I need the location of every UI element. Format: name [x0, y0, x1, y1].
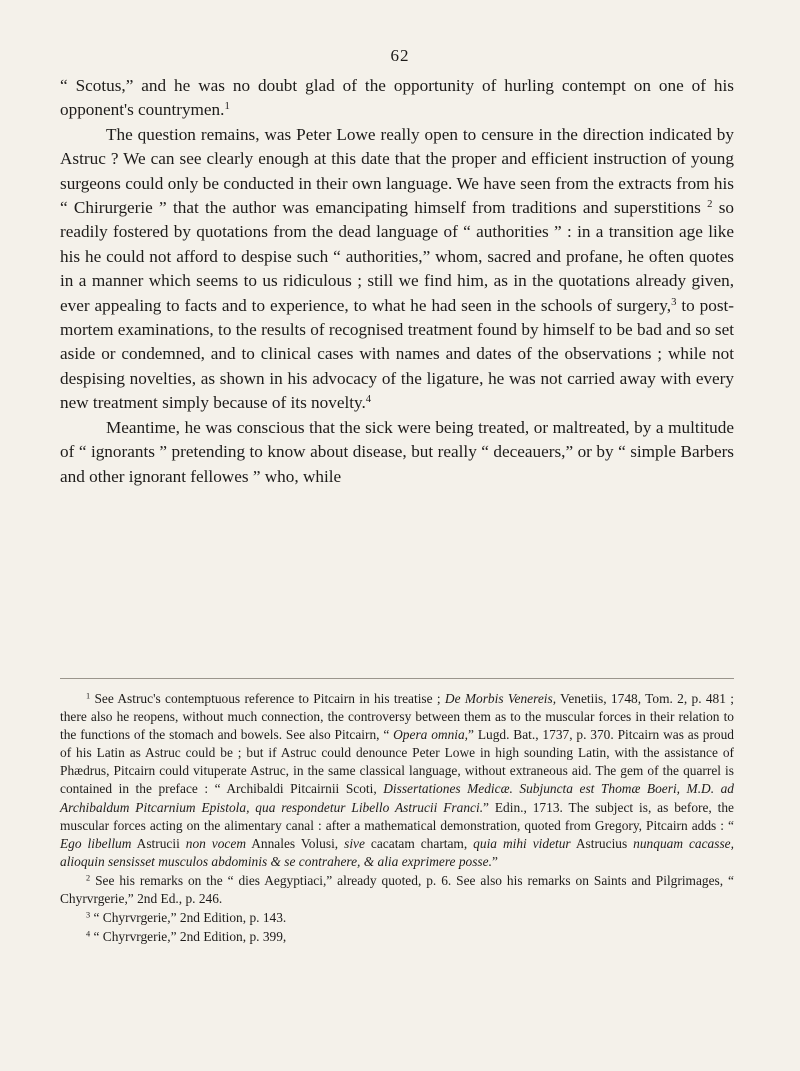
footnote-marker: 2	[86, 873, 91, 883]
body-paragraph	[60, 416, 734, 489]
footnote	[60, 928, 734, 946]
text-run: to post-mortem examinations, to the results of recognised treatment found by himself to be bad and so set aside or condemned, and to clinical cases with names and dates of the observations ; while not despising novelties, as shown in his advocacy of the ligature, he was not carried away with every new treatment simply because of its novelty.	[60, 295, 735, 413]
text-run: See Astruc's contemptuous reference to Pitcairn in his treatise ;	[90, 691, 445, 706]
italic-text: quia mihi videtur	[473, 835, 571, 851]
text-run: Meantime, he was conscious that the sick were being treated, or maltreated, by a multitude of “ ignorants ” pretending to know about disease, but really “ deceauers,” or by “ simple Barbers and other ignorant fellowes ” who, while	[60, 417, 734, 486]
text-run: See his remarks on the “ dies Aegyptiaci,” already quoted, p. 6. See also his remarks on Saints and Pilgrimages, “ Chyrvrgerie,” 2nd Ed., p. 246.	[60, 872, 734, 907]
footnote-marker: 3	[671, 296, 677, 308]
footnote	[60, 909, 734, 927]
body-paragraph	[60, 74, 734, 123]
italic-text: Opera omnia,	[393, 727, 469, 743]
footnote-marker: 2	[707, 199, 713, 211]
footnote	[60, 690, 734, 871]
text-run: Astrucius	[570, 835, 634, 851]
text-run: so readily fostered by quotations from the dead language of “ authorities ” : in a transition age like his he could not afford to despise such “ authorities,” whom, sacred and profane, he often quotes in a manner which seems to us ridiculous ; still we find him, as in the quotations already given, ever appealing to facts and to experience, to what he had seen in the schools of surgery,	[60, 198, 734, 315]
text-run: Venetiis, 1748, Tom. 2, p. 481 ; there also he reopens, without much connection, the controversy between them as to the muscular forces in their relation to the functions of the stomach and bowels. See also Pitcairn, “	[60, 691, 734, 743]
footnote-divider	[60, 678, 734, 679]
body-paragraph	[60, 123, 734, 416]
footnote-marker: 1	[224, 101, 230, 113]
text-run: Astrucii	[131, 835, 186, 851]
text-run: “ Chyrvrgerie,” 2nd Edition, p. 399,	[90, 929, 287, 945]
text-run: ” Edin., 1713. The subject is, as before, the muscular forces acting on the alimentary canal : after a mathematical demonstration, quoted from Gregory, Pitcairn adds : “	[60, 799, 735, 833]
page-number: 62	[390, 46, 410, 65]
footnote-marker: 4	[86, 929, 91, 939]
footnote-marker: 1	[86, 691, 91, 701]
italic-text: sive	[344, 835, 365, 851]
italic-text: nunquam cacasse, alioquin sensisset musculos abdominis & se contrahere, & alia exprimere posse.	[60, 835, 734, 869]
text-run: The question remains, was Peter Lowe really open to censure in the direction indicated by Astruc ? We can see clearly enough at this date that the proper and efficient instruction of young surgeons could only be conducted in their own language. We have seen from the extracts from his “ Chirurgerie ” that the author was emancipating himself from traditions and superstitions	[60, 124, 734, 218]
italic-text: De Morbis Venereis,	[444, 691, 557, 706]
text-run: “ Scotus,” and he was no doubt glad of the opportunity of hurling contempt on one of his opponent's countrymen.	[60, 76, 734, 120]
footnote-marker: 3	[86, 910, 91, 920]
text-run: ”	[491, 853, 498, 869]
text-run: ” Lugd. Bat., 1737, p. 370. Pitcairn was as proud of his Latin as Astruc could be ; but if Astruc could denounce Peter Lowe in high sounding Latin, with the assistance of Phædrus, Pitcairn could vituperate Astruc, in the same classical language, without extraneous aid. The gem of the quarrel is contained in the preface : “ Archibaldi Pitcairnii Scoti,	[60, 727, 734, 797]
footnote	[60, 872, 734, 908]
footnote-marker: 4	[365, 394, 372, 406]
italic-text: Ego libellum	[60, 835, 132, 851]
italic-text: Dissertationes Medicæ. Subjuncta est Thomæ Boeri, M.D. ad Archibaldum Pitcarnium Epistola, qua respondetur Libello Astrucii Franci.	[60, 781, 734, 815]
text-run: Annales Volusi,	[246, 835, 345, 851]
text-run: cacatam chartam,	[364, 835, 474, 851]
italic-text: non vocem	[185, 835, 246, 851]
main-text	[60, 74, 734, 489]
text-run: “ Chyrvrgerie,” 2nd Edition, p. 143.	[90, 910, 287, 926]
footnotes	[60, 690, 734, 947]
